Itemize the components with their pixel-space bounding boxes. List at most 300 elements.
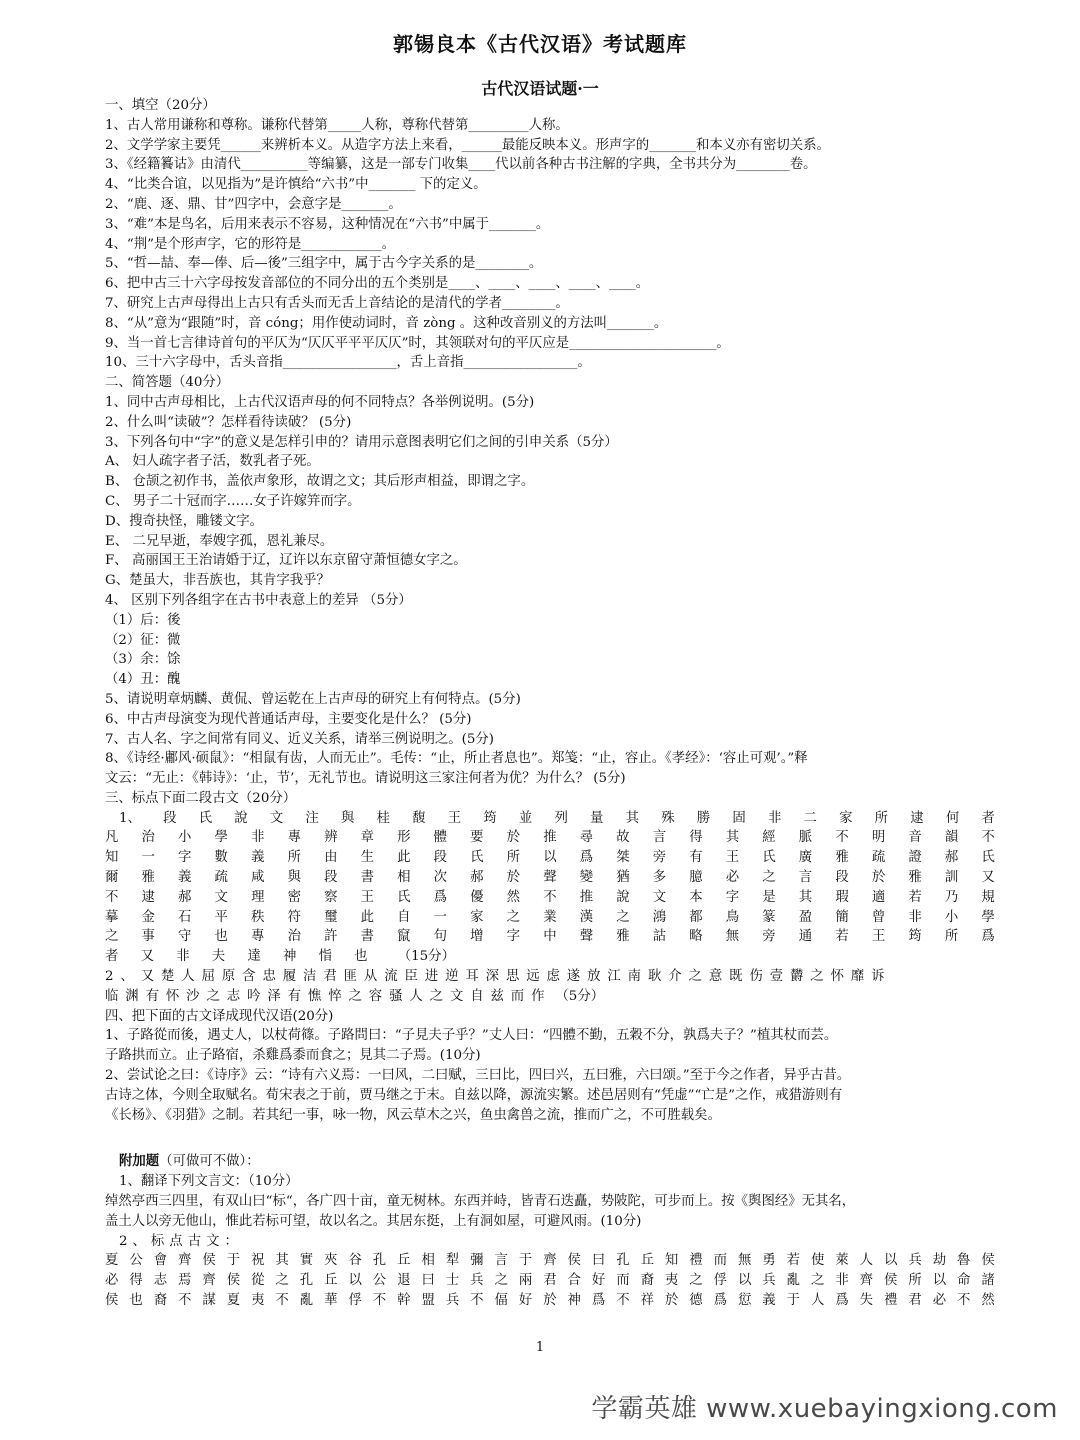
glyph: 不 bbox=[470, 1293, 484, 1309]
glyph: 郝 bbox=[470, 870, 484, 886]
glyph: 不 bbox=[957, 1293, 971, 1309]
glyph: 無 bbox=[737, 1253, 752, 1269]
glyph: 兵 bbox=[908, 1253, 922, 1269]
glyph: 於 bbox=[543, 1293, 557, 1309]
glyph: 神 bbox=[282, 949, 297, 965]
glyph: 不 bbox=[178, 1293, 192, 1309]
glyph: 要 bbox=[470, 830, 484, 846]
glyph: 專 bbox=[251, 929, 265, 945]
glyph: 好 bbox=[518, 1293, 533, 1309]
appendix-heading bbox=[105, 1152, 995, 1172]
glyph: 幹 bbox=[397, 1293, 411, 1309]
glyph: 規 bbox=[981, 889, 995, 905]
glyph: 之 bbox=[275, 1273, 289, 1289]
punctuation-row-1 bbox=[105, 888, 995, 908]
glyph: 亂 bbox=[786, 1273, 801, 1289]
glyph: 字 bbox=[178, 850, 192, 866]
glyph: 優 bbox=[470, 889, 484, 905]
glyph: 郝 bbox=[178, 889, 192, 905]
glyph: 德 bbox=[689, 1293, 703, 1309]
question-line: 4、“比类合谊，以见指为”是许慎给“六书”中_______ 下的定义。 bbox=[105, 177, 487, 193]
glyph: 禮 bbox=[689, 1253, 703, 1269]
glyph: 知 bbox=[664, 1253, 679, 1269]
glyph: 丘 bbox=[324, 1273, 338, 1289]
glyph: 諸 bbox=[981, 1273, 995, 1289]
glyph: 聲 bbox=[543, 870, 557, 886]
glyph: 非 bbox=[908, 909, 922, 925]
glyph: 專 bbox=[287, 830, 301, 846]
glyph: 不 bbox=[981, 830, 995, 846]
question-line: 3、“难”本是鸟名，后用来表示不容易，这种情况在“六书”中属于_______。 bbox=[105, 216, 550, 232]
glyph: 增 bbox=[470, 929, 484, 945]
glyph: 王 bbox=[871, 929, 886, 945]
question-line: 三、标点下面二段古文（20分） bbox=[105, 790, 297, 806]
glyph: 次 bbox=[433, 870, 448, 886]
question-line: A、 妇人疏字者子活，数乳者子死。 bbox=[105, 454, 320, 470]
glyph: 而 bbox=[616, 1273, 630, 1289]
glyph: 若 bbox=[786, 1253, 801, 1269]
glyph: 於 bbox=[871, 870, 886, 886]
question-line: 4、 区别下列各组字在古书中表意上的差异 （5分） bbox=[105, 592, 412, 608]
glyph: 一 bbox=[141, 850, 155, 866]
glyph: 音 bbox=[908, 830, 922, 846]
glyph: 之 bbox=[506, 909, 521, 925]
glyph: 字 bbox=[725, 889, 740, 905]
glyph: 經 bbox=[762, 830, 776, 846]
glyph: 裔 bbox=[153, 1293, 168, 1309]
punctuation-row-1 bbox=[105, 908, 995, 928]
glyph: 愆 bbox=[737, 1293, 752, 1309]
glyph: 密 bbox=[287, 889, 301, 905]
glyph: 以 bbox=[348, 1273, 362, 1289]
glyph: 逮 bbox=[910, 810, 924, 826]
glyph: 氏 bbox=[981, 850, 995, 866]
glyph: 志 bbox=[153, 1273, 168, 1289]
glyph: 筠 bbox=[908, 929, 922, 945]
glyph: 非 bbox=[176, 949, 190, 965]
glyph: 其 bbox=[625, 810, 640, 826]
glyph: 兵 bbox=[445, 1293, 460, 1309]
glyph: 不 bbox=[275, 1293, 289, 1309]
glyph: 秩 bbox=[251, 909, 265, 925]
glyph: 通 bbox=[798, 929, 813, 945]
glyph: 得 bbox=[689, 830, 703, 846]
appendix-line: 绰然亭西三四里，有双山曰“标“，各广四十亩，童无树林。东西并峙，皆青石迭矗，势陂陀，可步而上。按《舆图经》无其名， bbox=[105, 1194, 856, 1210]
glyph: 非 bbox=[251, 830, 265, 846]
glyph: 也 bbox=[354, 949, 368, 965]
glyph: 氏 bbox=[470, 850, 484, 866]
glyph: 雅 bbox=[616, 929, 630, 945]
glyph: 孔 bbox=[299, 1273, 314, 1289]
glyph: 石 bbox=[178, 909, 192, 925]
glyph: 齊 bbox=[543, 1253, 557, 1269]
glyph: 都 bbox=[689, 909, 703, 925]
question-line: 一、填空（20分） bbox=[105, 98, 216, 113]
question-line: 二、简答题（40分） bbox=[105, 375, 230, 391]
glyph: 所 bbox=[908, 1273, 922, 1289]
question-line: E、 二兄早逝，奉嫂字孤，恩礼兼尽。 bbox=[105, 533, 334, 549]
glyph: 裔 bbox=[640, 1273, 654, 1289]
question-line: D、搜奇抉怪，雕镂文字。 bbox=[105, 513, 264, 529]
punctuation-row-1 bbox=[105, 848, 995, 868]
question-line: 2、什么叫“读破”？怎样看待读破？ (5分) bbox=[105, 414, 352, 430]
glyph: 筠 bbox=[483, 810, 497, 826]
glyph: 與 bbox=[287, 870, 301, 886]
glyph: 推 bbox=[543, 830, 557, 846]
glyph: 咸 bbox=[251, 870, 265, 886]
glyph: 非 bbox=[767, 810, 782, 826]
glyph: 量 bbox=[590, 810, 604, 826]
glyph: 其 bbox=[725, 830, 740, 846]
question-line: 7、研究上古声母得出上古只有舌头而无舌上音结论的是清代的学者________。 bbox=[105, 295, 569, 311]
question-line: 1、同中古声母相比，上古代汉语声母的何不同特点？各举例说明。(5分) bbox=[105, 394, 535, 410]
appendix-line: 盖土人以旁无他山，惟此若标可望，故以名之。其居东挺，上有洞如屋，可避风雨。(10分) bbox=[105, 1213, 642, 1229]
glyph: 也 bbox=[214, 929, 228, 945]
glyph: 侯 bbox=[884, 1273, 898, 1289]
glyph: 于 bbox=[786, 1293, 801, 1309]
glyph: 並 bbox=[518, 810, 533, 826]
glyph: 夏 bbox=[105, 1253, 119, 1269]
glyph: 夷 bbox=[251, 1293, 265, 1309]
glyph: 實 bbox=[299, 1253, 314, 1269]
glyph: 聲 bbox=[579, 929, 594, 945]
glyph: 人 bbox=[859, 1253, 874, 1269]
glyph: 兵 bbox=[762, 1273, 776, 1289]
punctuation-row-3 bbox=[105, 1271, 995, 1291]
glyph: 瑕 bbox=[835, 889, 849, 905]
glyph: 公 bbox=[129, 1253, 143, 1269]
translation-line: 子路拱而立。止子路宿，杀雞爲黍而食之；見其二子焉。(10分) bbox=[105, 1048, 481, 1064]
glyph: 旁 bbox=[762, 929, 776, 945]
appendix-line: 1、翻译下列文言文：（10分） bbox=[119, 1174, 299, 1190]
glyph: 金 bbox=[141, 909, 155, 925]
glyph: 夷 bbox=[664, 1273, 679, 1289]
glyph: 本 bbox=[689, 889, 703, 905]
question-line: 10、三十六字母中，舌头音指_________________，舌上音指_________________。 bbox=[105, 355, 591, 371]
glyph: 文 bbox=[269, 810, 284, 826]
glyph: 漢 bbox=[579, 909, 594, 925]
site-watermark: 学霸英雄 www.xuebayingxiong.com bbox=[591, 1394, 1058, 1424]
glyph: 于 bbox=[226, 1253, 241, 1269]
glyph: 君 bbox=[543, 1273, 557, 1289]
question-line: C、 男子二十冠而字……女子许嫁笄而字。 bbox=[105, 493, 361, 509]
glyph: 王 bbox=[447, 810, 462, 826]
glyph: 然 bbox=[981, 1293, 995, 1309]
question-line: B、 仓颉之初作书，盖依声象形，故谓之文；其后形声相益，即谓之字。 bbox=[105, 474, 535, 490]
glyph: 治 bbox=[141, 830, 155, 846]
glyph: 鴻 bbox=[652, 909, 667, 925]
glyph: 尋 bbox=[579, 830, 594, 846]
glyph: 竄 bbox=[397, 929, 411, 945]
glyph: 是 bbox=[762, 889, 776, 905]
glyph: 不 bbox=[372, 1293, 387, 1309]
glyph: 治 bbox=[287, 929, 301, 945]
glyph: 若 bbox=[835, 929, 849, 945]
translation-line: 1、子路從而後，遇丈人，以杖荷篠。子路問曰：“子見夫子乎？”丈人曰：“四體不勤，五穀不分，孰爲夫子？”植其杖而芸。 bbox=[105, 1028, 838, 1044]
glyph: 殊 bbox=[661, 810, 675, 826]
glyph: 彌 bbox=[470, 1253, 484, 1269]
exam-subtitle: 古代汉语试题·一 bbox=[481, 79, 599, 98]
glyph: 簡 bbox=[835, 909, 849, 925]
glyph: 雅 bbox=[908, 870, 922, 886]
glyph: 逮 bbox=[141, 889, 155, 905]
glyph: 之 bbox=[494, 1273, 508, 1289]
glyph: 義 bbox=[251, 850, 265, 866]
glyph: 以 bbox=[737, 1273, 752, 1289]
spacer bbox=[105, 1125, 995, 1152]
glyph: 璽 bbox=[324, 909, 338, 925]
glyph: 劫 bbox=[932, 1253, 947, 1269]
glyph: 禮 bbox=[884, 1293, 898, 1309]
punctuation-row-1 bbox=[105, 828, 995, 848]
question-line: 5、“哲—喆、奉—俸、后—後”三组字中，属于古今字关系的是________。 bbox=[105, 256, 543, 272]
glyph: 一 bbox=[433, 909, 448, 925]
glyph: 王 bbox=[725, 850, 740, 866]
glyph: 所 bbox=[506, 850, 521, 866]
glyph: 於 bbox=[664, 1293, 679, 1309]
glyph: 爾 bbox=[105, 870, 119, 886]
glyph: 疏 bbox=[871, 850, 886, 866]
glyph: 氏 bbox=[397, 889, 411, 905]
glyph: 萊 bbox=[835, 1253, 849, 1269]
glyph: 學 bbox=[214, 830, 228, 846]
glyph: 段 bbox=[835, 870, 849, 886]
glyph: 言 bbox=[494, 1253, 508, 1269]
glyph: 篆 bbox=[762, 909, 776, 925]
glyph: 會 bbox=[153, 1253, 168, 1269]
glyph: 祝 bbox=[251, 1253, 265, 1269]
punctuation-row-2-last bbox=[105, 987, 995, 1007]
glyph: 此 bbox=[397, 850, 411, 866]
glyph: 曰 bbox=[421, 1273, 435, 1289]
glyph: 疏 bbox=[214, 870, 228, 886]
glyph: 于 bbox=[518, 1253, 533, 1269]
glyph: 言 bbox=[652, 830, 667, 846]
punctuation-row-3 bbox=[105, 1251, 995, 1271]
page-number: 1 bbox=[535, 1340, 545, 1355]
glyph: 義 bbox=[178, 870, 192, 886]
glyph: 焉 bbox=[178, 1273, 192, 1289]
glyph: 段 bbox=[324, 870, 338, 886]
glyph: 俘 bbox=[348, 1293, 362, 1309]
glyph: 勝 bbox=[696, 810, 711, 826]
glyph: 旁 bbox=[652, 850, 667, 866]
glyph: 桀 bbox=[616, 850, 630, 866]
glyph: 侯 bbox=[981, 1253, 995, 1269]
glyph: 之 bbox=[762, 870, 776, 886]
glyph: 者 bbox=[981, 810, 995, 826]
glyph: 有 bbox=[689, 850, 703, 866]
glyph: 之 bbox=[810, 1273, 825, 1289]
glyph: 詁 bbox=[652, 929, 667, 945]
glyph: 馥 bbox=[412, 810, 426, 826]
question-line: 9、当一首七言律诗首句的平仄为“仄仄平平平仄仄”时，其领联对句的平仄应是______________________。 bbox=[105, 335, 730, 351]
glyph: 明 bbox=[871, 830, 886, 846]
glyph: 爲 bbox=[579, 850, 594, 866]
glyph: 從 bbox=[251, 1273, 265, 1289]
glyph: 訓 bbox=[944, 870, 959, 886]
glyph: 字 bbox=[506, 929, 521, 945]
glyph: 也 bbox=[129, 1293, 143, 1309]
question-line: （3）余：馀 bbox=[105, 652, 181, 668]
glyph: 辨 bbox=[324, 830, 338, 846]
glyph: 自 bbox=[397, 909, 411, 925]
glyph: 於 bbox=[506, 830, 521, 846]
glyph: 句 bbox=[433, 929, 448, 945]
punctuation-row-2: 2、又楚人屈原含忠履洁君匪从流臣进逆耳深思远虑遂放江南耿介之意既伤壹欝之怀靡诉 bbox=[105, 969, 892, 985]
question-line: （1）后：後 bbox=[105, 612, 181, 628]
glyph: 數 bbox=[214, 850, 228, 866]
translation-line: 2、尝试论之曰：《诗序》云：“诗有六义焉：一曰风，二曰赋，三曰比，四曰兴，五曰雅，六曰颂。”至于今之作者，异乎古昔。 bbox=[105, 1068, 851, 1084]
glyph: 相 bbox=[421, 1253, 435, 1269]
glyph: 段 bbox=[163, 810, 177, 826]
glyph: 列 bbox=[554, 810, 568, 826]
glyph: 士 bbox=[445, 1273, 460, 1289]
glyph: 雅 bbox=[141, 870, 155, 886]
glyph: 學 bbox=[981, 909, 995, 925]
glyph: 平 bbox=[214, 909, 228, 925]
glyph: 家 bbox=[839, 810, 853, 826]
glyph: 略 bbox=[689, 929, 703, 945]
glyph: 所 bbox=[944, 929, 959, 945]
question-line: （4）丑：醜 bbox=[105, 672, 181, 688]
glyph: 祥 bbox=[640, 1293, 654, 1309]
glyph: 侯 bbox=[567, 1253, 581, 1269]
glyph: 其 bbox=[275, 1253, 289, 1269]
glyph: 不 bbox=[105, 889, 119, 905]
glyph: 知 bbox=[105, 850, 119, 866]
passage-text: 临渊有怀沙之志吟泽有憔悴之容骚人之文自兹而作 bbox=[105, 988, 552, 1004]
punctuation-row-3 bbox=[105, 1291, 995, 1311]
glyph: 言 bbox=[798, 870, 813, 886]
glyph: 失 bbox=[859, 1293, 874, 1309]
punctuation-row-1 bbox=[105, 927, 995, 947]
glyph: 固 bbox=[732, 810, 746, 826]
glyph: 何 bbox=[945, 810, 960, 826]
translation-line: 古诗之体，今则全取赋名。荀宋表之于前，贾马继之于末。自兹以降，源流实繁。述邑居则有“凭虚”“亡是”之作，戒猎游则有 bbox=[105, 1087, 843, 1103]
appendix-note: （可做可不做）： bbox=[159, 1154, 260, 1170]
question-line: 4、“荆”是个形声字，它的形符是____________。 bbox=[105, 236, 396, 252]
glyph: 文 bbox=[652, 889, 667, 905]
glyph: 所 bbox=[287, 850, 301, 866]
glyph: 章 bbox=[360, 830, 374, 846]
glyph: 氏 bbox=[762, 850, 776, 866]
glyph: 丘 bbox=[640, 1253, 654, 1269]
question-line: 6、中古声母演变为现代普通话声母，主要变化是什么？ (5分) bbox=[105, 711, 472, 727]
glyph: 又 bbox=[981, 870, 995, 886]
glyph: 故 bbox=[616, 830, 630, 846]
glyph: 所 bbox=[874, 810, 889, 826]
punctuation-row-1-last bbox=[105, 947, 995, 967]
glyph: 必 bbox=[725, 870, 740, 886]
question-line: 文云：“无止：《韩诗》：‘止，节’，无礼节也。请说明这三家注何者为优？为什么？ (5分) bbox=[105, 771, 626, 787]
glyph: 退 bbox=[397, 1273, 411, 1289]
glyph: 爲 bbox=[835, 1293, 849, 1309]
question-line: G、楚虽大，非吾族也，其肯字我乎？ bbox=[105, 573, 330, 589]
glyph: 爲 bbox=[713, 1293, 727, 1309]
glyph: 之 bbox=[689, 1273, 703, 1289]
glyph: 謀 bbox=[202, 1293, 216, 1309]
appendix-line: 2、标点古文： bbox=[119, 1233, 243, 1249]
glyph: 之 bbox=[105, 929, 119, 945]
glyph: 摹 bbox=[105, 909, 119, 925]
glyph: 脈 bbox=[798, 830, 813, 846]
glyph: 兵 bbox=[470, 1273, 484, 1289]
glyph: 鳥 bbox=[725, 909, 740, 925]
document-body bbox=[105, 96, 995, 1311]
glyph: 盟 bbox=[421, 1293, 435, 1309]
glyph: 察 bbox=[324, 889, 338, 905]
glyph: 必 bbox=[932, 1293, 947, 1309]
glyph: 二 bbox=[803, 810, 817, 826]
glyph: 段 bbox=[433, 850, 448, 866]
glyph: 人 bbox=[810, 1293, 825, 1309]
document-title: 郭锡良本《古代汉语》考试题库 bbox=[393, 32, 687, 56]
glyph: 書 bbox=[360, 870, 374, 886]
glyph: 爲 bbox=[591, 1293, 606, 1309]
glyph: 與 bbox=[341, 810, 355, 826]
glyph: 曰 bbox=[591, 1253, 606, 1269]
glyph: 齊 bbox=[859, 1273, 874, 1289]
question-line: （2）征：微 bbox=[105, 632, 181, 648]
glyph: 以 bbox=[543, 850, 557, 866]
question-line: 2、“鹿、逐、鼎、甘”四字中，会意字是_______。 bbox=[105, 196, 402, 212]
glyph: 盈 bbox=[798, 909, 813, 925]
glyph: 於 bbox=[506, 870, 521, 886]
glyph: 事 bbox=[141, 929, 155, 945]
glyph: 偪 bbox=[494, 1293, 508, 1309]
glyph: 公 bbox=[372, 1273, 387, 1289]
question-line: 8、“从”意为“跟随”时，音 cóng；用作使动词时，音 zòng 。这种改音别义的方法叫_______。 bbox=[105, 315, 668, 331]
glyph: 孔 bbox=[616, 1253, 630, 1269]
glyph: 乃 bbox=[944, 889, 959, 905]
glyph: 說 bbox=[616, 889, 630, 905]
glyph: 凡 bbox=[105, 830, 119, 846]
glyph: 然 bbox=[506, 889, 521, 905]
glyph: 廣 bbox=[798, 850, 813, 866]
glyph: 華 bbox=[324, 1293, 338, 1309]
glyph: 亂 bbox=[299, 1293, 314, 1309]
glyph: 由 bbox=[324, 850, 338, 866]
glyph: 孔 bbox=[372, 1253, 387, 1269]
question-line: 1、古人常用谦称和尊称。谦称代替第_____人称，尊称代替第_________人称。 bbox=[105, 117, 569, 133]
glyph: 不 bbox=[616, 1293, 630, 1309]
glyph: 若 bbox=[908, 889, 922, 905]
glyph: 推 bbox=[579, 889, 594, 905]
glyph: 達 bbox=[247, 949, 261, 965]
score-label: （15分） bbox=[397, 949, 455, 965]
question-line: 5、请说明章炳麟、黄侃、曾运乾在上古声母的研究上有何特点。(5分) bbox=[105, 691, 521, 707]
glyph: 夫 bbox=[211, 949, 226, 965]
glyph: 業 bbox=[543, 909, 557, 925]
glyph: 其 bbox=[798, 889, 813, 905]
glyph: 夏 bbox=[226, 1293, 241, 1309]
glyph: 以 bbox=[884, 1253, 898, 1269]
glyph: 韻 bbox=[944, 830, 959, 846]
glyph: 非 bbox=[835, 1273, 849, 1289]
glyph: 得 bbox=[129, 1273, 143, 1289]
glyph: 又 bbox=[140, 949, 154, 965]
glyph: 許 bbox=[324, 929, 338, 945]
glyph: 適 bbox=[871, 889, 886, 905]
glyph: 者 bbox=[105, 949, 119, 965]
translation-line: 《长杨》、《羽猎》之制。若其纪一事，咏一物，风云草木之兴，鱼虫禽兽之流，推而广之，不可胜载矣。 bbox=[105, 1107, 721, 1123]
glyph: 犁 bbox=[445, 1253, 460, 1269]
glyph: 兩 bbox=[518, 1273, 533, 1289]
glyph: 使 bbox=[810, 1253, 825, 1269]
glyph: 爲 bbox=[981, 929, 995, 945]
glyph: 小 bbox=[944, 909, 959, 925]
